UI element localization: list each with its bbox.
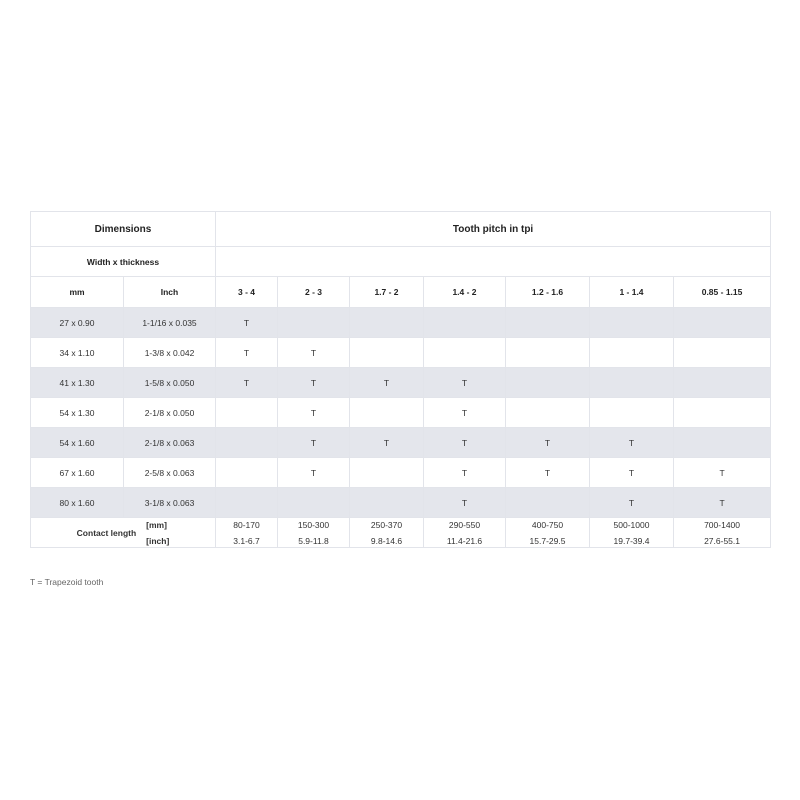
tooth-cell: T	[278, 428, 350, 458]
table-row	[31, 338, 771, 368]
pitch-header: 1.7 - 2	[350, 277, 424, 308]
contact-mm-value: 500-1000	[613, 519, 650, 530]
pitch-header: 1.2 - 1.6	[506, 277, 590, 308]
dimension-mm-cell: 27 x 0.90	[31, 308, 124, 338]
tooth-cell	[424, 308, 506, 338]
tooth-cell: T	[278, 368, 350, 398]
tooth-cell: T	[590, 428, 674, 458]
dimension-mm-cell: 54 x 1.60	[31, 428, 124, 458]
tooth-pitch-table	[30, 211, 771, 548]
table-row	[31, 368, 771, 398]
tooth-cell	[506, 488, 590, 518]
tooth-cell	[590, 338, 674, 368]
table-row	[31, 488, 771, 518]
tooth-cell	[590, 308, 674, 338]
unit-mm-label: [mm]	[146, 519, 167, 530]
dimension-mm-cell: 41 x 1.30	[31, 368, 124, 398]
pitch-header: 1.4 - 2	[424, 277, 506, 308]
contact-mm-value: 290-550	[448, 519, 481, 530]
dimension-mm-cell: 67 x 1.60	[31, 458, 124, 488]
contact-length-cell	[506, 518, 590, 548]
tooth-cell	[278, 308, 350, 338]
tooth-cell	[674, 398, 771, 428]
tooth-cell: T	[506, 428, 590, 458]
dimension-mm-cell: 34 x 1.10	[31, 338, 124, 368]
tooth-cell: T	[350, 368, 424, 398]
tooth-cell: T	[216, 308, 278, 338]
dimension-inch-cell: 1-1/16 x 0.035	[124, 308, 216, 338]
pitch-header: 2 - 3	[278, 277, 350, 308]
width-thickness-header: Width x thickness	[31, 247, 216, 277]
tooth-cell	[674, 308, 771, 338]
tooth-cell	[506, 368, 590, 398]
tooth-cell	[350, 398, 424, 428]
tooth-cell	[350, 338, 424, 368]
tooth-cell	[590, 398, 674, 428]
tooth-cell: T	[216, 338, 278, 368]
tooth-cell: T	[506, 458, 590, 488]
contact-inch-value: 27.6-55.1	[704, 535, 740, 546]
dimension-inch-cell: 2-1/8 x 0.063	[124, 428, 216, 458]
tooth-cell	[506, 338, 590, 368]
tooth-cell: T	[424, 428, 506, 458]
tooth-cell	[674, 368, 771, 398]
dimension-inch-cell: 1-3/8 x 0.042	[124, 338, 216, 368]
tooth-cell	[674, 428, 771, 458]
tooth-cell: T	[424, 488, 506, 518]
tooth-cell: T	[424, 368, 506, 398]
contact-inch-value: 3.1-6.7	[233, 535, 260, 546]
tooth-cell: T	[674, 488, 771, 518]
tooth-cell	[674, 338, 771, 368]
dimension-mm-cell: 54 x 1.30	[31, 398, 124, 428]
pitch-header: 1 - 1.4	[590, 277, 674, 308]
contact-length-cell	[278, 518, 350, 548]
tooth-cell: T	[424, 458, 506, 488]
contact-mm-value: 80-170	[233, 519, 260, 530]
table-row	[31, 398, 771, 428]
contact-mm-value: 700-1400	[704, 519, 740, 530]
contact-length-cell	[216, 518, 278, 548]
table-row	[31, 428, 771, 458]
dimension-mm-cell: 80 x 1.60	[31, 488, 124, 518]
contact-inch-value: 5.9-11.8	[298, 535, 329, 546]
tooth-cell	[506, 398, 590, 428]
table-row	[31, 308, 771, 338]
tooth-cell	[350, 488, 424, 518]
contact-inch-value: 11.4-21.6	[446, 535, 483, 546]
tooth-pitch-table-wrapper	[30, 211, 770, 548]
table-body	[31, 308, 771, 548]
contact-length-cell	[590, 518, 674, 548]
pitch-header: 3 - 4	[216, 277, 278, 308]
tooth-cell	[216, 488, 278, 518]
table-row	[31, 458, 771, 488]
contact-length-row	[31, 518, 771, 548]
contact-length-cell	[350, 518, 424, 548]
tooth-cell: T	[590, 458, 674, 488]
tooth-cell: T	[278, 398, 350, 428]
tooth-cell	[216, 458, 278, 488]
tooth-cell	[216, 428, 278, 458]
tooth-cell	[278, 488, 350, 518]
dimension-inch-cell: 1-5/8 x 0.050	[124, 368, 216, 398]
dimension-inch-cell: 3-1/8 x 0.063	[124, 488, 216, 518]
dimensions-header: Dimensions	[31, 212, 216, 247]
dimension-inch-cell: 2-5/8 x 0.063	[124, 458, 216, 488]
trapezoid-note: T = Trapezoid tooth	[30, 577, 104, 587]
empty-header-cell	[216, 247, 771, 277]
mm-header: mm	[31, 277, 124, 308]
contact-length-cell	[674, 518, 771, 548]
inch-header: Inch	[124, 277, 216, 308]
dimension-inch-cell: 2-1/8 x 0.050	[124, 398, 216, 428]
tooth-cell: T	[350, 428, 424, 458]
tooth-cell: T	[216, 368, 278, 398]
tooth-cell	[350, 458, 424, 488]
unit-inch-label: [inch]	[146, 535, 170, 546]
contact-inch-value: 19.7-39.4	[613, 535, 650, 546]
tooth-cell: T	[424, 398, 506, 428]
contact-mm-value: 150-300	[297, 519, 330, 530]
contact-mm-value: 400-750	[531, 519, 564, 530]
pitch-header: 0.85 - 1.15	[674, 277, 771, 308]
tooth-cell	[216, 398, 278, 428]
tooth-cell: T	[278, 338, 350, 368]
contact-length-label-cell	[31, 518, 216, 548]
contact-length-label: Contact length	[76, 527, 137, 538]
tooth-cell	[506, 308, 590, 338]
tooth-cell	[424, 338, 506, 368]
tooth-cell	[350, 308, 424, 338]
tooth-cell: T	[590, 488, 674, 518]
tooth-pitch-header: Tooth pitch in tpi	[216, 212, 771, 247]
contact-length-cell	[424, 518, 506, 548]
tooth-cell	[590, 368, 674, 398]
tooth-cell: T	[674, 458, 771, 488]
contact-inch-value: 9.8-14.6	[370, 535, 403, 546]
tooth-cell: T	[278, 458, 350, 488]
contact-mm-value: 250-370	[370, 519, 403, 530]
contact-inch-value: 15.7-29.5	[529, 535, 566, 546]
